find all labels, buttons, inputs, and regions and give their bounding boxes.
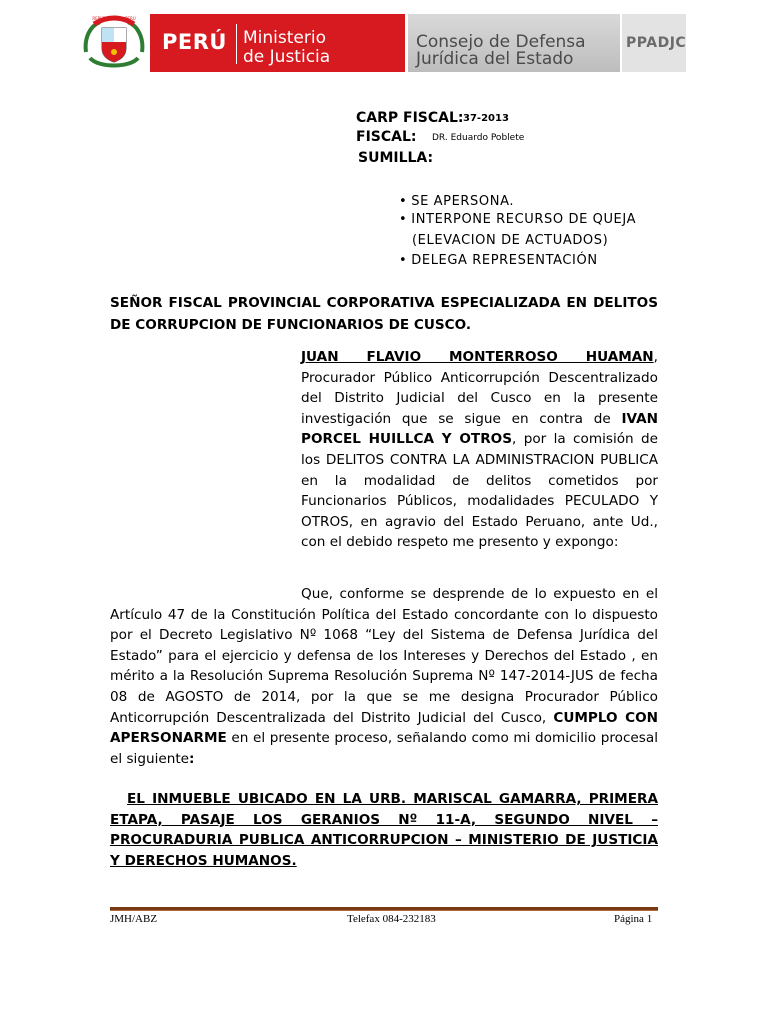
country-label: PERÚ [162, 30, 227, 54]
carp-fiscal-value: 37-2013 [463, 113, 509, 124]
addressee-heading: SEÑOR FISCAL PROVINCIAL CORPORATIVA ESPECIALIZADA EN DELITOS DE CORRUPCION DE FUNCIONARIOS DE CUSCO. [110, 295, 658, 333]
footer-divider [110, 907, 658, 911]
para-bold: CUMPLO CON APERSONARME [110, 709, 658, 747]
ministry-line-2: de Justicia [243, 47, 331, 67]
banner-divider [236, 24, 237, 64]
acronym-label: PPADJC [626, 35, 687, 51]
footer-telefax: Telefax 084-232183 [347, 913, 436, 925]
seal-text: REPÚBLICA DEL PERÚ [92, 16, 136, 21]
council-line-2: Jurídica del Estado [416, 49, 574, 69]
footer-page-number: Página 1 [614, 913, 653, 925]
sumilla-item: • SE APERSONA. [399, 194, 514, 209]
sumilla-label: SUMILLA: [358, 150, 434, 166]
sumilla-item: • DELEGA REPRESENTACIÓN [399, 253, 598, 268]
intro-paragraph [301, 347, 658, 553]
intro-text-2: , por la comisión de los DELITOS CONTRA LA ADMINISTRACION PUBLICA en la modalidad de delitos cometidos por Funcionarios Públicos, modalidades PECULADO Y OTROS, en agravio del Estado Peruano, ante Ud., con el debido respeto me presento y expongo: [301, 431, 659, 551]
peru-coat-of-arms-icon [80, 14, 148, 72]
sumilla-item-continuation: (ELEVACION DE ACTUADOS) [412, 233, 609, 248]
ministry-line-1: Ministerio [243, 28, 326, 48]
intro-text-1: , Procurador Público Anticorrupción Descentralizado del Distrito Judicial del Cusco en la presente investigación que se sigue en contra de [301, 349, 658, 427]
para-text-2: en el presente proceso, señalando como mi domicilio procesal el siguiente [110, 730, 658, 767]
para-text-1: Que, conforme se desprende de lo expuesto en el Artículo 47 de la Constitución Política del Estado concordante con lo dispuesto por el Decreto Legislativo Nº 1068 “Ley del Sistema de Defensa Jurídica del Estado” para el ejercicio y defensa de los Intereses y Derechos del Estado , en mérito a la Resolución Suprema Resolución Suprema Nº 147-2014-JUS de fecha 08 de AGOSTO de 2014, por la que se me designa Procurador Público Anticorrupción Descentralizada del Distrito Judicial del Cusco, [110, 586, 658, 726]
main-paragraph [110, 584, 658, 769]
defendants-name: IVAN PORCEL HUILLCA Y OTROS [301, 410, 658, 448]
carp-fiscal-label: CARP FISCAL: [356, 110, 464, 126]
para-colon: : [189, 750, 195, 767]
fiscal-value: DR. Eduardo Poblete [432, 133, 525, 143]
procedural-address: EL INMUEBLE UBICADO EN LA URB. MARISCAL GAMARRA, PRIMERA ETAPA, PASAJE LOS GERANIOS Nº 11-A, SEGUNDO NIVEL – PROCURADURIA PUBLICA ANTICORRUPCION – MINISTERIO DE JUSTICIA Y DERECHOS HUMANOS. [110, 791, 658, 869]
footer-initials: JMH/ABZ [110, 913, 158, 925]
fiscal-label: FISCAL: [356, 129, 417, 145]
council-line-1: Consejo de Defensa [416, 32, 586, 52]
sumilla-item: • INTERPONE RECURSO DE QUEJA [399, 212, 636, 227]
petitioner-name: JUAN FLAVIO MONTERROSO HUAMAN [301, 349, 654, 365]
